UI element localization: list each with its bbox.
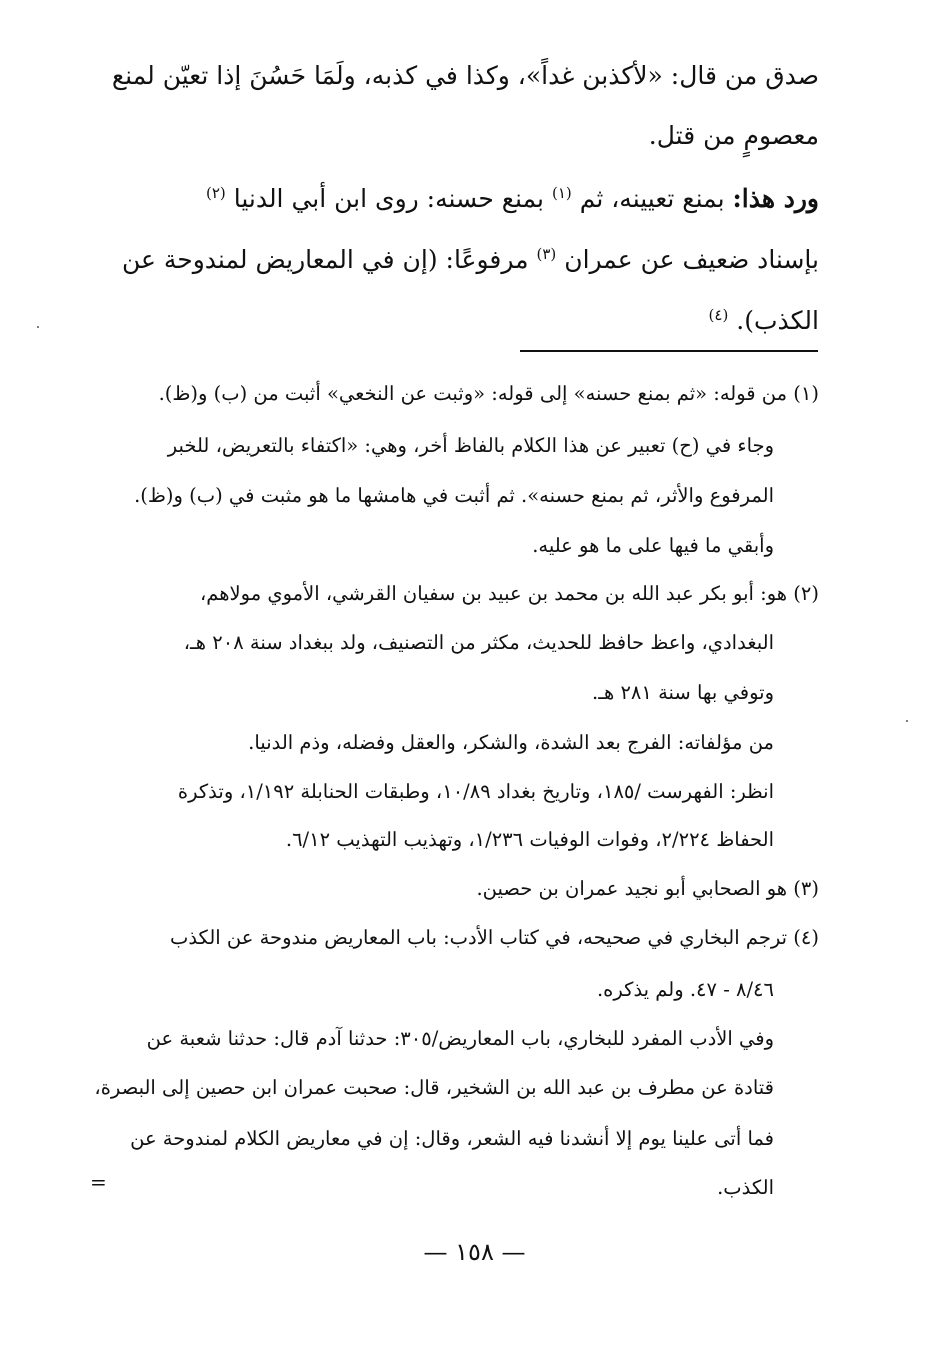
- main-text-line-4-part-1: بإسناد ضعيف عن عمران: [556, 245, 819, 274]
- main-text-line-3-part-1: بمنع تعيينه، ثم: [571, 184, 733, 213]
- footnote-separator: [520, 350, 818, 352]
- main-text-line-4-part-2: مرفوعًا: (إن في المعاريض لمندوحة عن: [121, 245, 537, 274]
- footnote-1-line-4-content: وأبقي ما فيها على ما هو عليه.: [532, 534, 774, 557]
- footnote-ref-1[interactable]: (١): [551, 184, 572, 202]
- section-lead-word: ورد هذا:: [732, 184, 819, 213]
- main-text-line-1-content: صدق من قال: «لأكذبن غداً»، وكذا في كذبه، ولَمَا حَسُنَ إذا تعيّن لمنع: [111, 61, 819, 90]
- footnote-2-line-5: [178, 779, 774, 805]
- page-number: — ١٥٨ —: [423, 1238, 526, 1266]
- footnote-ref-4[interactable]: (٤): [708, 306, 729, 324]
- main-text-line-2: [649, 120, 819, 152]
- footnote-3-line-1-content: (٣) هو الصحابي أبو نجيد عمران بن حصين.: [476, 877, 819, 900]
- scan-speck: [37, 326, 39, 328]
- footnote-1-line-4: [532, 533, 774, 559]
- footnote-2-line-1: [200, 581, 819, 607]
- main-text-line-5-part-1: الكذب).: [728, 306, 819, 335]
- footnote-4-line-3-content: وفي الأدب المفرد للبخاري، باب المعاريض/٣٠٥: حدثنا آدم قال: حدثنا شعبة عن: [146, 1027, 774, 1050]
- footnote-1-line-1: [159, 381, 819, 407]
- footnote-1-line-1-content: (١) من قوله: «ثم بمنع حسنه» إلى قوله: «وثبت عن النخعي» أثبت من (ب) و(ظ).: [158, 382, 819, 405]
- footnote-1-line-2-content: وجاء في (ح) تعبير عن هذا الكلام بالفاظ أخر، وهي: «اكتفاء بالتعريض، للخبر: [167, 434, 774, 457]
- main-text-line-3: [206, 183, 819, 218]
- footnote-1-line-3-content: المرفوع والأثر، ثم بمنع حسنه». ثم أثبت في هامشها ما هو مثبت في (ب) و(ظ).: [134, 484, 774, 507]
- footnote-ref-3[interactable]: (٣): [536, 245, 557, 263]
- footnote-4-line-6: [717, 1175, 774, 1201]
- footnote-4-line-3: [147, 1026, 774, 1052]
- footnote-4-line-2-content: ٨/٤٦ - ٤٧. ولم يذكره.: [596, 978, 774, 1001]
- footnote-4-line-2: [597, 977, 774, 1003]
- scan-speck: [906, 720, 908, 722]
- footnote-2-line-1-content: (٢) هو: أبو بكر عبد الله بن محمد بن عبيد بن سفيان القرشي، الأموي مولاهم،: [199, 582, 819, 605]
- footnote-ref-2[interactable]: (٢): [205, 184, 226, 202]
- footnote-4-line-5: [130, 1126, 774, 1152]
- continuation-mark: =: [90, 1170, 107, 1194]
- footnote-2-line-5-content: انظر: الفهرست /١٨٥، وتاريخ بغداد ١٠/٨٩، وطبقات الحنابلة ١/١٩٢، وتذكرة: [177, 780, 774, 803]
- footnote-4-line-6-content: الكذب.: [717, 1176, 774, 1199]
- footnote-2-line-3: [592, 680, 774, 706]
- main-text-line-2-content: معصومٍ من قتل.: [648, 121, 819, 150]
- footnote-4-line-1: [170, 925, 819, 951]
- footnote-1-line-3: [134, 483, 774, 509]
- footnote-3-line-1: [476, 876, 819, 902]
- footnote-2-line-4-content: من مؤلفاته: الفرج بعد الشدة، والشكر، والعقل وفضله، وذم الدنيا.: [248, 731, 774, 754]
- footnote-2-line-3-content: وتوفي بها سنة ٢٨١ هـ.: [592, 681, 774, 704]
- footnote-2-line-6: [286, 827, 774, 853]
- main-text-line-1: [112, 60, 819, 92]
- footnote-4-line-1-content: (٤) ترجم البخاري في صحيحه، في كتاب الأدب: باب المعاريض مندوحة عن الكذب: [169, 926, 819, 949]
- footnote-4-line-4: [94, 1075, 774, 1101]
- footnote-1-line-2: [168, 433, 774, 459]
- main-text-line-5: [709, 305, 819, 340]
- footnote-4-line-4-content: قتادة عن مطرف بن عبد الله بن الشخير، قال: صحبت عمران ابن حصين إلى البصرة،: [94, 1076, 774, 1099]
- footnote-2-line-6-content: الحفاظ ٢/٢٢٤، وفوات الوفيات ١/٢٣٦، وتهذيب التهذيب ٦/١٢.: [285, 828, 774, 851]
- main-text-line-3-part-2: بمنع حسنه: روى ابن أبي الدنيا: [225, 184, 552, 213]
- main-text-line-4: [122, 244, 819, 279]
- footnote-4-line-5-content: فما أتى علينا يوم إلا أنشدنا فيه الشعر، وقال: إن في معاريض الكلام لمندوحة عن: [130, 1127, 774, 1150]
- footnote-2-line-4: [248, 730, 774, 756]
- footnote-2-line-2-content: البغدادي، واعظ حافظ للحديث، مكثر من التصنيف، ولد ببغداد سنة ٢٠٨ هـ،: [183, 631, 774, 654]
- footnote-2-line-2: [184, 630, 774, 656]
